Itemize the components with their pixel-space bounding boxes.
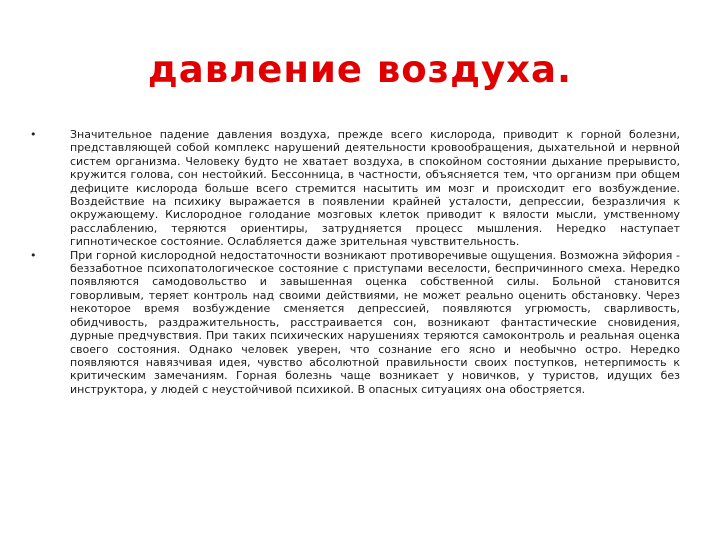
bullet-list [28,128,680,396]
paragraph-text: При горной кислородной недостаточности возникают противоречивые ощущения. Возможна эйфория - беззаботное психопатологическое состояние с приступами веселости, беспричинного смеха. Нередко появляются самодовольство и завышенная оценка собственной силы. Больной становится говорливым, теряет контроль над своими действиями, не может реально оценить обстановку. Через некоторое время возбуждение сменяется депрессией, появляются угрюмость, сварливость, обидчивость, раздражительность, расстраивается сон, возникают фантастические сновидения, дурные предчувствия. При таких психических нарушениях теряются самоконтроль и реальная оценка своего состояния. Однако человек уверен, что сознание его ясно и необычно остро. Нередко появляются навязчивая идея, чувство абсолютной правильности своих поступков, нетерпимость к критическим замечаниям. Горная болезнь чаще возникает у новичков, у туристов, идущих без инструктора, у людей с неустойчивой психикой. В опасных ситуациях она обостряется. [70,248,680,396]
bullet-icon: • [30,128,37,141]
bullet-icon: • [30,248,37,262]
paragraph-text: Значительное падение давления воздуха, прежде всего кислорода, приводит к горной болезни, представляющей собой комплекс нарушений деятельности кровообращения, дыхательной и нервной систем организма. Человеку будто не хватает воздуха, в спокойном состоянии дыхание прерывисто, кружится голова, сон нестойкий. Бессонница, в частности, объясняется тем, что организм при общем дефиците кислорода больше всего стремится насытить им мозг и происходит его возбуждение. Воздействие на психику выражается в появлении крайней усталости, депрессии, безразличия к окружающему. Кислородное голодание мозговых клеток приводит к вялости мысли, умственному расслаблению, теряются ориентиры, затрудняется процесс мышления. Нередко наступает гипнотическое состояние. Ослабляется даже зрительная чувствительность. [70,128,680,249]
bullet-item-2 [28,249,680,396]
bullet-item-1 [28,128,680,249]
slide-title: давление воздуха. [147,48,573,91]
